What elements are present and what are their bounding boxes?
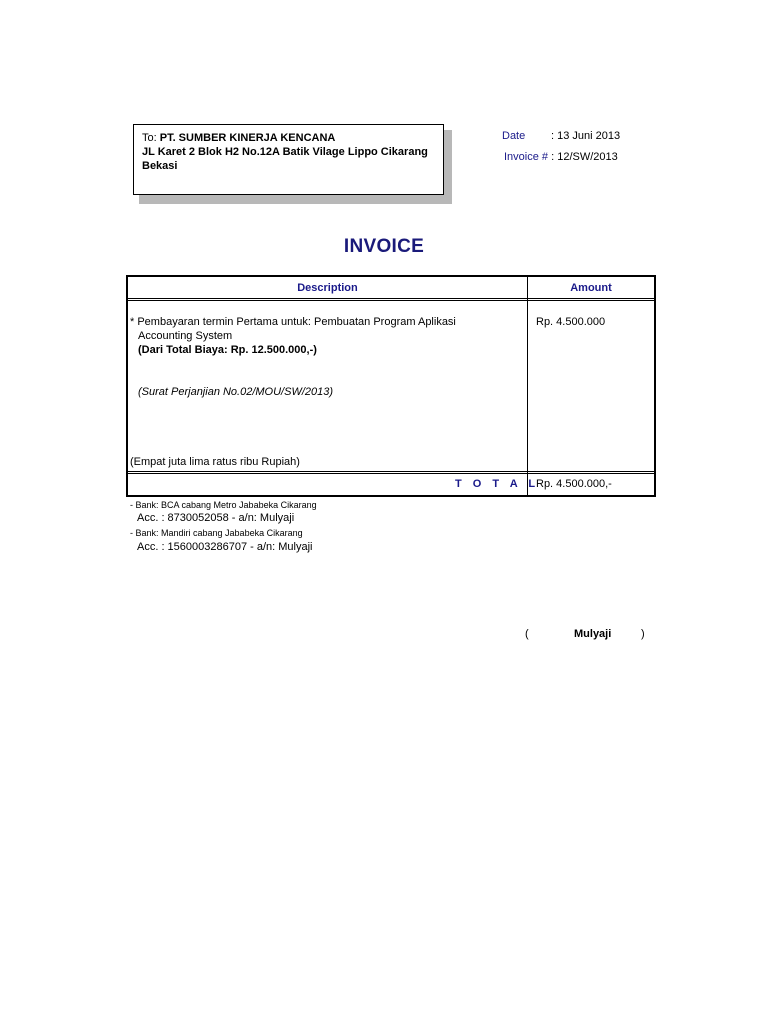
date-row xyxy=(502,129,525,143)
table-column-divider xyxy=(527,277,528,495)
header-description: Description xyxy=(297,282,358,294)
date-value: 13 Juni 2013 xyxy=(557,130,621,142)
bank-name-1: - Bank: BCA cabang Metro Jababeka Cikarang xyxy=(130,500,317,510)
header-amount: Amount xyxy=(570,282,612,294)
amount-in-words: (Empat juta lima ratus ribu Rupiah) xyxy=(130,456,300,468)
item-reference: (Surat Perjanjian No.02/MOU/SW/2013) xyxy=(138,386,334,398)
recipient-prefix: To: xyxy=(142,132,160,144)
date-separator: : xyxy=(551,130,555,142)
page-title: INVOICE xyxy=(343,236,425,257)
item-description-line2: Accounting System xyxy=(138,330,233,342)
invoice-number-label: Invoice # xyxy=(504,151,549,163)
bank-name-2: - Bank: Mandiri cabang Jababeka Cikarang xyxy=(130,528,303,538)
date-label: Date xyxy=(502,130,526,142)
recipient-address-line1: JL Karet 2 Blok H2 No.12A Batik Vilage Lippo Cikarang xyxy=(142,146,428,158)
item-description-line1: * Pembayaran termin Pertama untuk: Pembuatan Program Aplikasi xyxy=(130,316,456,328)
item-total-cost: (Dari Total Biaya: Rp. 12.500.000,-) xyxy=(138,344,317,356)
invoice-number-value: 12/SW/2013 xyxy=(557,151,618,163)
bank-account-2: Acc. : 1560003286707 - a/n: Mulyaji xyxy=(137,541,313,553)
date-value-group xyxy=(551,129,620,143)
bank-account-1: Acc. : 8730052058 - a/n: Mulyaji xyxy=(137,512,295,524)
invoice-number-row xyxy=(504,150,618,164)
recipient-box xyxy=(133,124,444,195)
recipient-address-line2: Bekasi xyxy=(142,160,178,172)
recipient-company: PT. SUMBER KINERJA KENCANA xyxy=(159,132,336,144)
signature-name xyxy=(574,627,611,641)
signature-name-text: Mulyaji xyxy=(574,628,612,640)
signature-open-paren: ( xyxy=(525,628,529,640)
table-header-divider xyxy=(128,298,654,301)
table-total-divider xyxy=(128,471,654,474)
item-amount: Rp. 4.500.000 xyxy=(536,316,606,328)
total-amount: Rp. 4.500.000,- xyxy=(536,478,612,490)
invoice-number-separator: : xyxy=(551,151,555,163)
signature-close-paren: ) xyxy=(641,628,645,640)
total-label: T O T A L xyxy=(455,478,540,490)
